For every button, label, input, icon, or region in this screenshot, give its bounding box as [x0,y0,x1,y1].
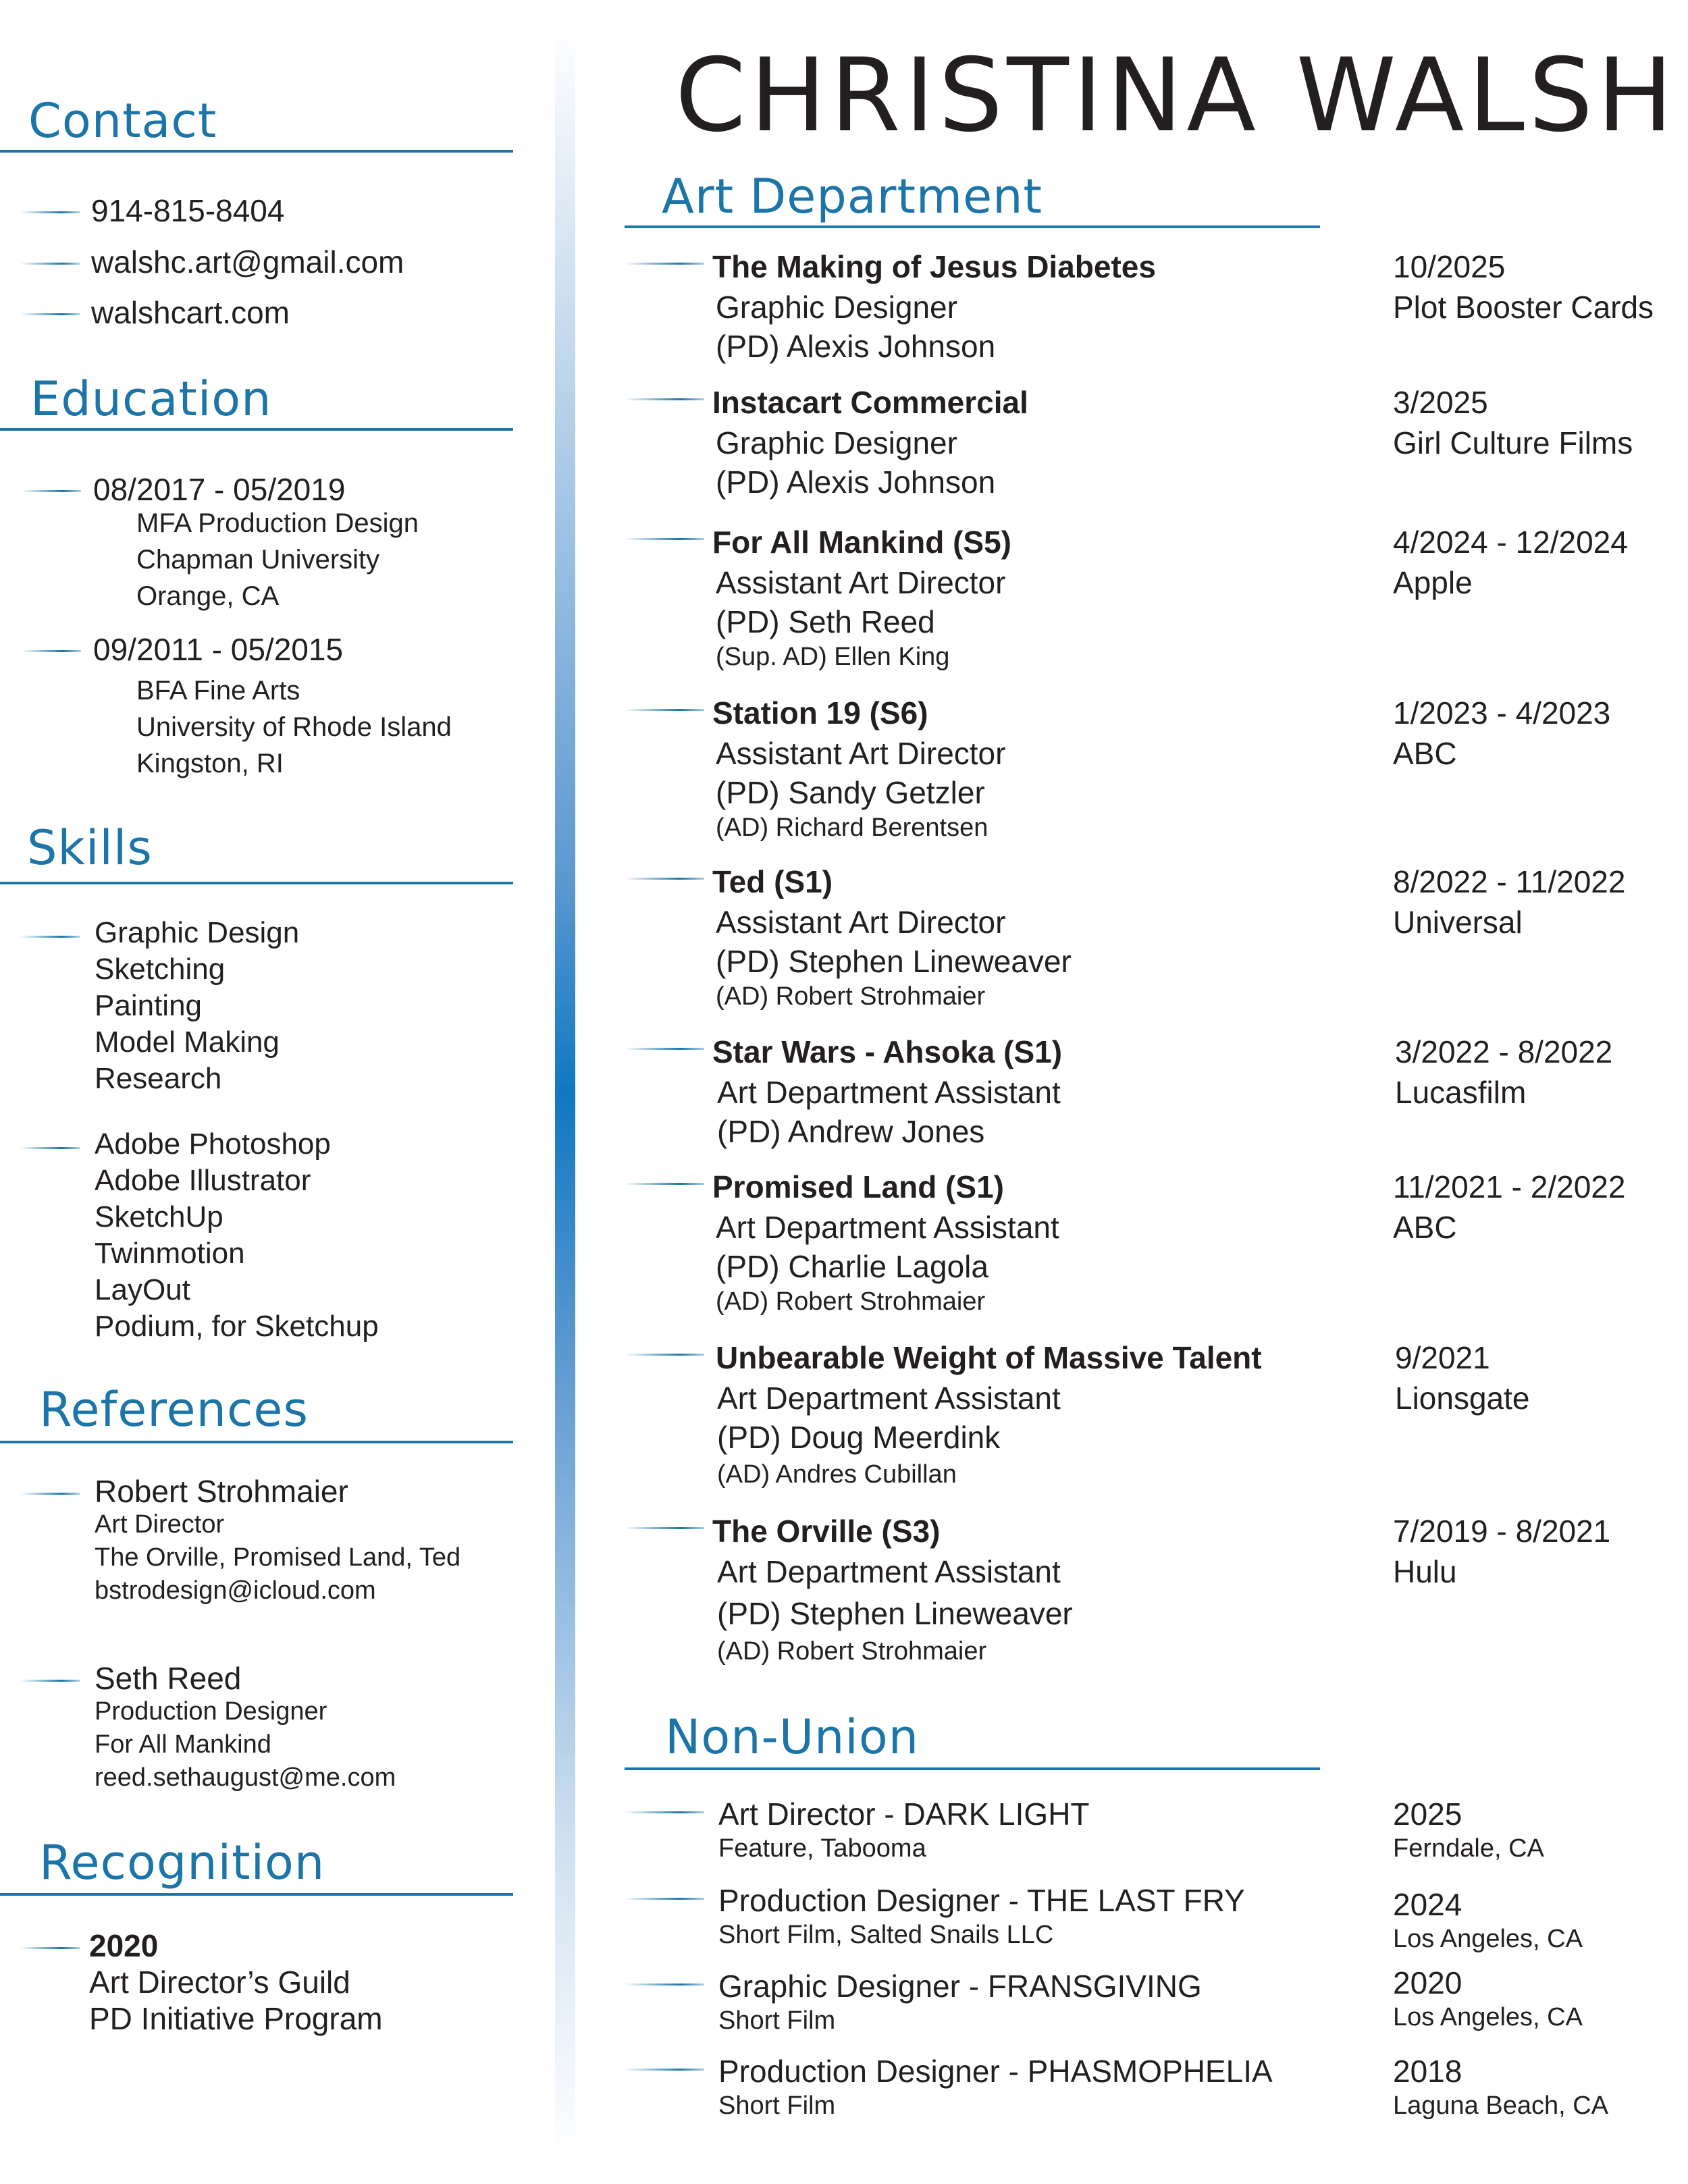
job-9-role: Art Department Assistant [717,1554,1061,1589]
bullet-dash [625,263,704,265]
software-item: Twinmotion [95,1237,245,1270]
reference-1-title: Art Director [95,1510,225,1539]
job-7-date: 11/2021 - 2/2022 [1393,1169,1626,1204]
contact-email[interactable]: walshc.art@gmail.com [91,244,404,279]
job-3-title: For All Mankind (S5) [712,525,1011,560]
job-5-role: Assistant Art Director [716,905,1006,940]
job-8-role: Art Department Assistant [717,1381,1061,1416]
non-union-heading: Non-Union [665,1709,920,1765]
job-1-role: Graphic Designer [716,290,957,325]
education-2-location: Kingston, RI [136,749,284,778]
skill-item: Graphic Design [95,916,300,949]
nonunion-2-detail: Short Film, Salted Snails LLC [718,1921,1054,1949]
references-heading: References [39,1382,309,1437]
bullet-dash [20,313,80,315]
job-3-pd: (PD) Seth Reed [716,604,935,639]
job-9-date: 7/2019 - 8/2021 [1393,1514,1611,1549]
contact-heading: Contact [28,93,217,149]
skill-item: Painting [95,989,203,1022]
bullet-dash [22,650,81,652]
contact-website[interactable]: walshcart.com [91,295,290,330]
software-item: Adobe Illustrator [95,1164,311,1197]
nonunion-1-detail: Feature, Tabooma [718,1834,926,1863]
job-5-title: Ted (S1) [712,864,833,899]
reference-2-name: Seth Reed [95,1661,242,1696]
education-1-school: Chapman University [136,545,380,575]
software-item: SketchUp [95,1200,223,1233]
job-2-title: Instacart Commercial [712,385,1028,420]
bullet-dash [625,1527,704,1529]
nonunion-2-location: Los Angeles, CA [1393,1925,1583,1953]
nonunion-1-title: Art Director - DARK LIGHT [718,1796,1090,1832]
bullet-dash [20,263,80,265]
bullet-dash [20,211,80,213]
software-item: LayOut [95,1273,190,1306]
bullet-dash [625,878,704,880]
job-9-company: Hulu [1393,1554,1457,1589]
job-2-role: Graphic Designer [716,425,957,460]
job-6-company: Lucasfilm [1395,1075,1527,1110]
job-8-extra: (AD) Andres Cubillan [717,1460,957,1489]
bullet-dash [625,2069,704,2071]
education-2-dates: 09/2011 - 05/2015 [93,632,344,667]
skills-rule [0,882,513,884]
education-heading: Education [30,371,272,427]
non-union-rule [625,1767,1320,1770]
nonunion-4-detail: Short Film [718,2092,836,2120]
nonunion-1-location: Ferndale, CA [1393,1834,1544,1863]
bullet-dash [20,1680,80,1682]
job-7-title: Promised Land (S1) [712,1169,1004,1204]
reference-2-email[interactable]: reed.sethaugust@me.com [95,1763,396,1792]
reference-1-email[interactable]: bstrodesign@icloud.com [95,1576,376,1605]
bullet-dash [625,538,704,540]
candidate-name: CHRISTINA WALSH [675,37,1677,155]
recognition-year: 2020 [89,1928,159,1963]
skills-heading: Skills [27,820,153,876]
job-2-date: 3/2025 [1393,385,1488,420]
reference-1-shows: The Orville, Promised Land, Ted [95,1543,461,1572]
education-rule [0,428,513,431]
job-1-date: 10/2025 [1393,249,1506,284]
contact-rule [0,150,513,153]
job-1-company: Plot Booster Cards [1393,290,1654,325]
job-8-company: Lionsgate [1395,1381,1530,1416]
job-9-extra: (AD) Robert Strohmaier [717,1637,987,1666]
bullet-dash [625,1183,704,1185]
software-item: Adobe Photoshop [95,1127,331,1161]
education-1-degree: MFA Production Design [136,508,419,538]
reference-2-title: Production Designer [95,1697,327,1726]
job-8-title: Unbearable Weight of Massive Talent [716,1340,1262,1375]
vertical-divider [555,27,575,2160]
recognition-rule [0,1893,513,1896]
job-5-pd: (PD) Stephen Lineweaver [716,944,1072,979]
job-4-pd: (PD) Sandy Getzler [716,775,985,810]
recognition-line-1: Art Director’s Guild [89,1965,350,2000]
education-1-dates: 08/2017 - 05/2019 [93,472,346,507]
bullet-dash [20,1947,80,1949]
nonunion-1-year: 2025 [1393,1796,1462,1832]
job-2-pd: (PD) Alexis Johnson [716,464,996,500]
job-1-title: The Making of Jesus Diabetes [712,249,1156,284]
job-6-title: Star Wars - Ahsoka (S1) [712,1034,1063,1069]
job-6-pd: (PD) Andrew Jones [717,1114,985,1149]
nonunion-2-title: Production Designer - THE LAST FRY [718,1883,1245,1918]
education-2-degree: BFA Fine Arts [136,676,300,705]
job-4-company: ABC [1393,736,1457,771]
nonunion-4-title: Production Designer - PHASMOPHELIA [718,2054,1273,2089]
references-rule [0,1441,513,1443]
job-2-company: Girl Culture Films [1393,425,1633,460]
nonunion-3-year: 2020 [1393,1965,1462,2000]
job-4-date: 1/2023 - 4/2023 [1393,695,1611,730]
software-item: Podium, for Sketchup [95,1310,379,1343]
job-9-title: The Orville (S3) [712,1514,941,1549]
contact-phone: 914-815-8404 [91,193,285,228]
skill-item: Model Making [95,1026,280,1059]
bullet-dash [20,1147,80,1149]
bullet-dash [625,709,704,711]
bullet-dash [20,936,80,938]
nonunion-3-location: Los Angeles, CA [1393,2003,1583,2031]
bullet-dash [625,1048,704,1050]
job-9-pd: (PD) Stephen Lineweaver [717,1596,1073,1631]
art-department-rule [625,225,1320,228]
education-2-school: University of Rhode Island [136,712,452,742]
recognition-heading: Recognition [39,1835,325,1890]
bullet-dash [625,1811,704,1813]
recognition-line-2: PD Initiative Program [89,2001,383,2036]
nonunion-4-location: Laguna Beach, CA [1393,2092,1609,2120]
job-7-extra: (AD) Robert Strohmaier [716,1287,986,1316]
job-4-role: Assistant Art Director [716,736,1006,771]
nonunion-3-title: Graphic Designer - FRANSGIVING [718,1969,1202,2004]
job-5-company: Universal [1393,905,1523,940]
skill-item: Sketching [95,953,226,986]
bullet-dash [20,1493,80,1495]
job-7-role: Art Department Assistant [716,1210,1059,1245]
job-1-pd: (PD) Alexis Johnson [716,329,996,364]
bullet-dash [625,398,704,400]
job-8-pd: (PD) Doug Meerdink [717,1420,1001,1455]
bullet-dash [22,490,81,492]
reference-1-name: Robert Strohmaier [95,1474,348,1509]
job-3-extra: (Sup. AD) Ellen King [716,643,950,671]
job-7-pd: (PD) Charlie Lagola [716,1249,988,1284]
job-5-extra: (AD) Robert Strohmaier [716,982,986,1011]
job-3-role: Assistant Art Director [716,565,1006,600]
nonunion-2-year: 2024 [1393,1887,1462,1922]
nonunion-3-detail: Short Film [718,2006,836,2035]
job-5-date: 8/2022 - 11/2022 [1393,864,1626,899]
art-department-heading: Art Department [662,169,1043,224]
job-6-date: 3/2022 - 8/2022 [1395,1034,1613,1069]
job-7-company: ABC [1393,1210,1457,1245]
education-1-location: Orange, CA [136,581,280,611]
job-3-company: Apple [1393,565,1473,600]
job-3-date: 4/2024 - 12/2024 [1393,525,1628,560]
job-4-extra: (AD) Richard Berentsen [716,814,988,842]
job-6-role: Art Department Assistant [717,1075,1061,1110]
skill-item: Research [95,1062,222,1095]
bullet-dash [625,1354,704,1356]
nonunion-4-year: 2018 [1393,2054,1462,2089]
job-4-title: Station 19 (S6) [712,695,928,730]
job-8-date: 9/2021 [1395,1340,1490,1375]
bullet-dash [625,1983,704,1986]
reference-2-shows: For All Mankind [95,1730,271,1759]
bullet-dash [625,1898,704,1900]
